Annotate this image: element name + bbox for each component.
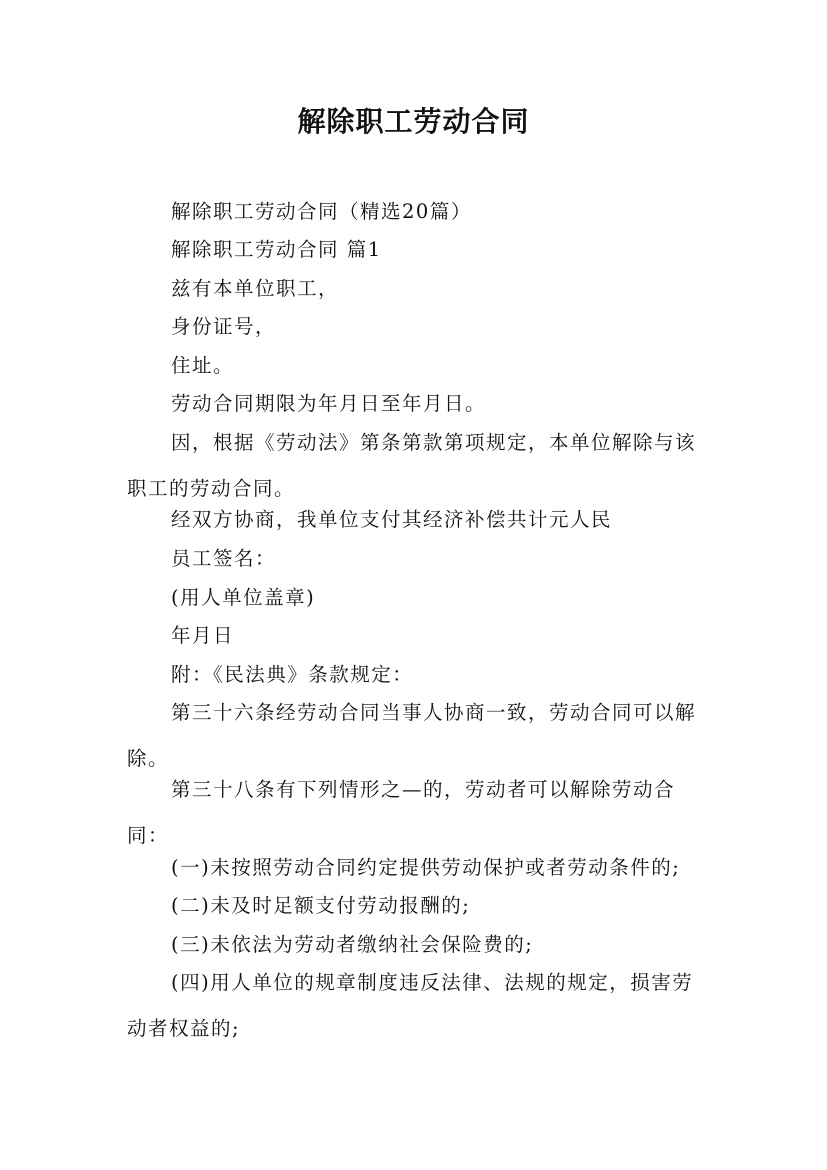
paragraph-termination-reason: 因，根据《劳动法》第条第款第项规定，本单位解除与该职工的劳动合同。	[127, 431, 697, 500]
paragraph-compensation: 经双方协商，我单位支付其经济补偿共计元人民	[171, 508, 613, 531]
paragraph-section-heading: 解除职工劳动合同 篇1	[171, 238, 382, 261]
paragraph-article-36: 第三十六条经劳动合同当事人协商一致，劳动合同可以解除。	[127, 701, 697, 770]
document-title: 解除职工劳动合同	[297, 105, 530, 138]
paragraph-employer-seal: (用人单位盖章)	[171, 586, 316, 609]
paragraph-date: 年月日	[171, 624, 235, 647]
paragraph-employee-signature: 员工签名：	[171, 547, 277, 570]
list-item-2: (二)未及时足额支付劳动报酬的;	[171, 894, 471, 917]
paragraph-appendix-heading: 附：《民法典》条款规定：	[171, 663, 414, 686]
paragraph-subtitle: 解除职工劳动合同（精选20篇）	[171, 200, 472, 223]
paragraph-address: 住址。	[171, 354, 235, 377]
list-item-4: (四)用人单位的规章制度违反法律、法规的规定，损害劳动者权益的;	[127, 971, 694, 1040]
list-item-1: (一)未按照劳动合同约定提供劳动保护或者劳动条件的;	[171, 856, 681, 879]
paragraph-id-number: 身份证号，	[171, 315, 277, 338]
list-item-3: (三)未依法为劳动者缴纳社会保险费的;	[171, 933, 534, 956]
paragraph-employee: 兹有本单位职工，	[171, 277, 340, 300]
paragraph-contract-term: 劳动合同期限为年月日至年月日。	[171, 392, 487, 415]
paragraph-article-38: 第三十八条有下列情形之—的，劳动者可以解除劳动合同：	[127, 778, 676, 847]
